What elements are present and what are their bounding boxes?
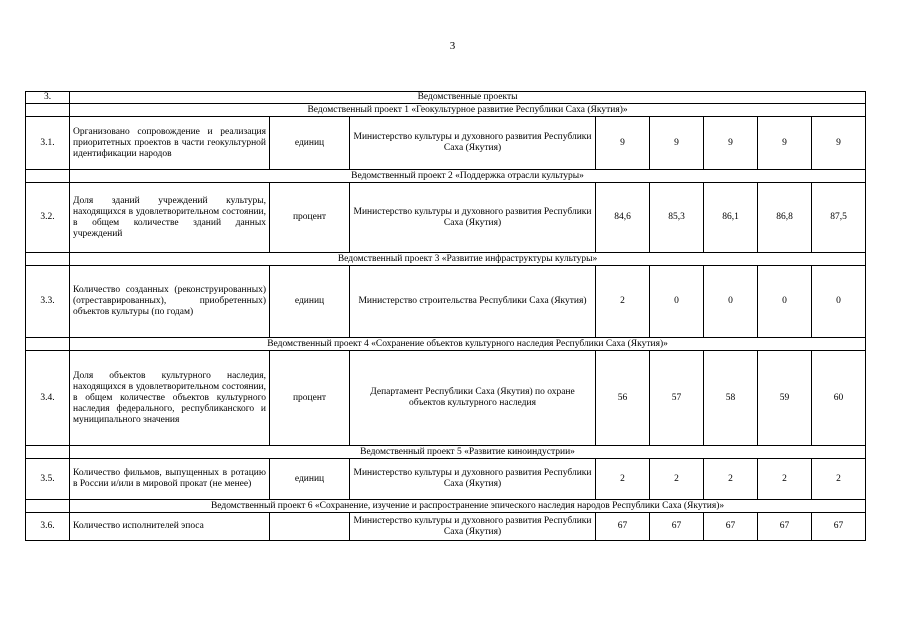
table-row xyxy=(26,513,866,541)
value-cell: 2 xyxy=(704,459,758,500)
indicator-cell: Доля зданий учреждений культуры, находящихся в удовлетворительном состоянии, в общем количестве зданий данных учреждений xyxy=(70,183,270,253)
page-number: 3 xyxy=(449,40,456,52)
section-number: 3. xyxy=(26,92,70,104)
unit-cell: единиц xyxy=(270,266,350,338)
project-title: Ведомственный проект 6 «Сохранение, изучение и распространение эпического наследия народов Республики Саха (Якутия)» xyxy=(70,500,866,513)
value-cell: 2 xyxy=(650,459,704,500)
indicator-cell: Доля объектов культурного наследия, находящихся в удовлетворительном состоянии, в общем количестве объектов культурного наследия федерального, республиканского и муниципального значения xyxy=(70,351,270,446)
project-row xyxy=(26,500,866,513)
table-row xyxy=(26,459,866,500)
value-cell: 0 xyxy=(704,266,758,338)
section-row xyxy=(26,92,866,104)
project-title: Ведомственный проект 1 «Геокультурное развитие Республики Саха (Якутия)» xyxy=(70,104,866,117)
organization-cell: Министерство культуры и духовного развития Республики Саха (Якутия) xyxy=(350,183,596,253)
unit-cell: единиц xyxy=(270,117,350,170)
value-cell: 2 xyxy=(812,459,866,500)
unit-cell: единиц xyxy=(270,459,350,500)
organization-cell: Министерство культуры и духовного развития Республики Саха (Якутия) xyxy=(350,459,596,500)
table-row xyxy=(26,117,866,170)
value-cell: 67 xyxy=(650,513,704,541)
value-cell: 9 xyxy=(650,117,704,170)
indicator-cell: Количество созданных (реконструированных) (отреставрированных), приобретенных) объектов культуры (по годам) xyxy=(70,266,270,338)
empty-cell xyxy=(26,500,70,513)
value-cell: 2 xyxy=(596,266,650,338)
value-cell: 60 xyxy=(812,351,866,446)
empty-cell xyxy=(26,338,70,351)
project-row xyxy=(26,253,866,266)
value-cell: 67 xyxy=(812,513,866,541)
value-cell: 0 xyxy=(812,266,866,338)
project-title: Ведомственный проект 4 «Сохранение объектов культурного наследия Республики Саха (Якутия)» xyxy=(70,338,866,351)
value-cell: 84,6 xyxy=(596,183,650,253)
value-cell: 85,3 xyxy=(650,183,704,253)
section-title: Ведомственные проекты xyxy=(70,92,866,104)
value-cell: 67 xyxy=(596,513,650,541)
project-row xyxy=(26,446,866,459)
table-row xyxy=(26,351,866,446)
value-cell: 2 xyxy=(596,459,650,500)
row-number: 3.2. xyxy=(26,183,70,253)
empty-cell xyxy=(26,104,70,117)
indicator-cell: Организовано сопровождение и реализация приоритетных проектов в части геокультурной идентификации народов xyxy=(70,117,270,170)
unit-cell: процент xyxy=(270,351,350,446)
row-number: 3.6. xyxy=(26,513,70,541)
empty-cell xyxy=(26,446,70,459)
value-cell: 58 xyxy=(704,351,758,446)
unit-cell: процент xyxy=(270,183,350,253)
empty-cell xyxy=(26,253,70,266)
value-cell: 0 xyxy=(758,266,812,338)
project-row xyxy=(26,104,866,117)
organization-cell: Департамент Республики Саха (Якутия) по охране объектов культурного наследия xyxy=(350,351,596,446)
value-cell: 67 xyxy=(758,513,812,541)
project-title: Ведомственный проект 3 «Развитие инфраструктуры культуры» xyxy=(70,253,866,266)
indicators-table xyxy=(25,91,866,541)
row-number: 3.1. xyxy=(26,117,70,170)
organization-cell: Министерство строительства Республики Саха (Якутия) xyxy=(350,266,596,338)
value-cell: 56 xyxy=(596,351,650,446)
table-row xyxy=(26,266,866,338)
indicator-cell: Количество исполнителей эпоса xyxy=(70,513,270,541)
value-cell: 9 xyxy=(596,117,650,170)
table-row xyxy=(26,183,866,253)
project-row xyxy=(26,338,866,351)
value-cell: 2 xyxy=(758,459,812,500)
value-cell: 87,5 xyxy=(812,183,866,253)
indicator-cell: Количество фильмов, выпущенных в ротацию в России и/или в мировой прокат (не менее) xyxy=(70,459,270,500)
organization-cell: Министерство культуры и духовного развития Республики Саха (Якутия) xyxy=(350,117,596,170)
value-cell: 67 xyxy=(704,513,758,541)
empty-cell xyxy=(26,170,70,183)
value-cell: 57 xyxy=(650,351,704,446)
value-cell: 86,8 xyxy=(758,183,812,253)
value-cell: 59 xyxy=(758,351,812,446)
project-title: Ведомственный проект 2 «Поддержка отрасли культуры» xyxy=(70,170,866,183)
project-title: Ведомственный проект 5 «Развитие киноиндустрии» xyxy=(70,446,866,459)
value-cell: 86,1 xyxy=(704,183,758,253)
value-cell: 0 xyxy=(650,266,704,338)
project-row xyxy=(26,170,866,183)
row-number: 3.4. xyxy=(26,351,70,446)
value-cell: 9 xyxy=(704,117,758,170)
value-cell: 9 xyxy=(758,117,812,170)
unit-cell xyxy=(270,513,350,541)
row-number: 3.3. xyxy=(26,266,70,338)
organization-cell: Министерство культуры и духовного развития Республики Саха (Якутия) xyxy=(350,513,596,541)
row-number: 3.5. xyxy=(26,459,70,500)
value-cell: 9 xyxy=(812,117,866,170)
